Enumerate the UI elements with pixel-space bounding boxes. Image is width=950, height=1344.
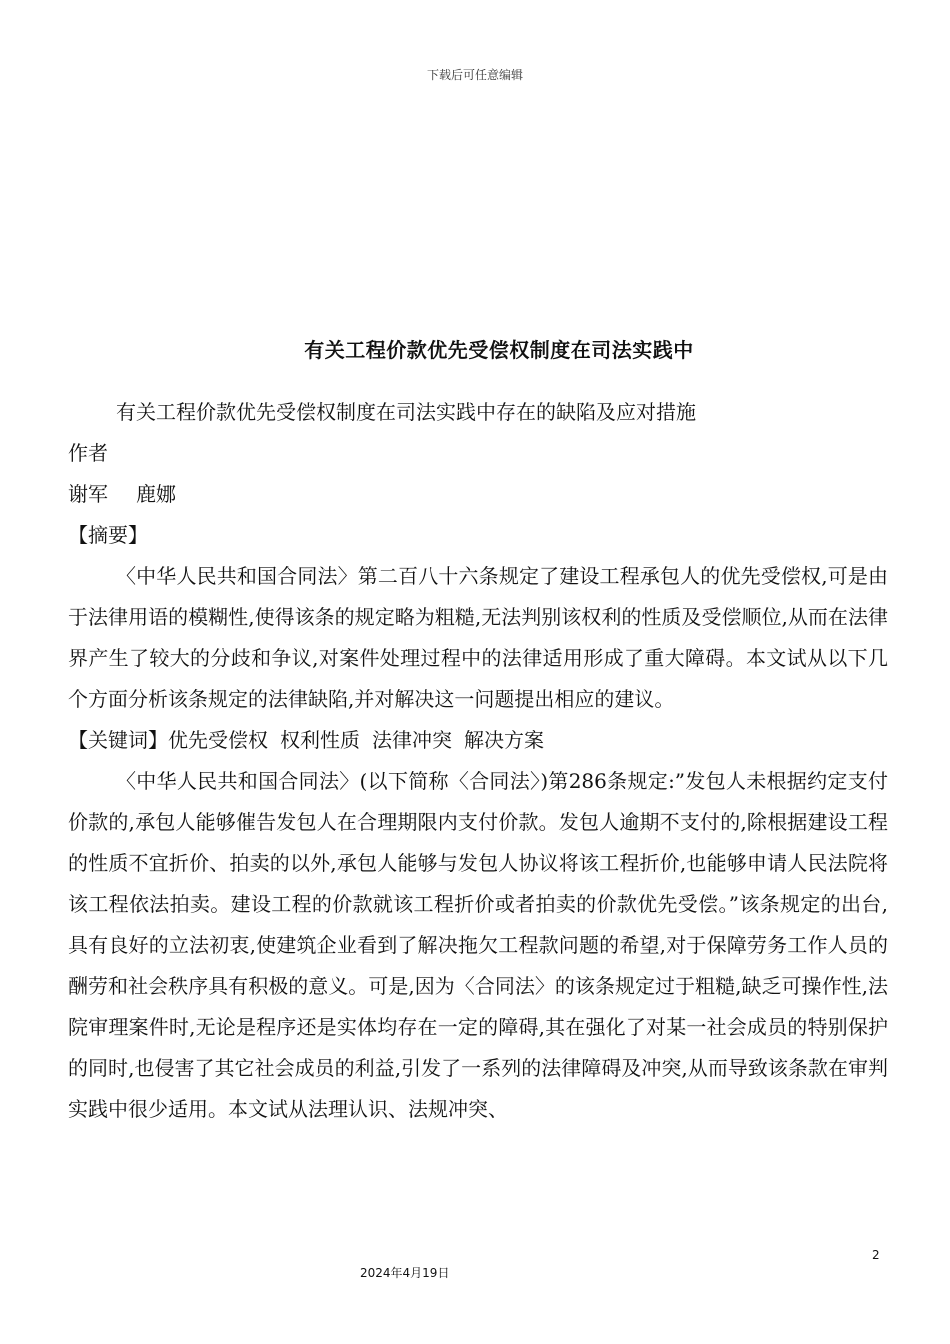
author-label: 作者	[68, 441, 108, 465]
author-names	[68, 474, 888, 515]
footer-date: 2024年4月19日	[360, 1266, 450, 1280]
author-name: 谢军	[68, 482, 108, 506]
keywords-label: 【关键词】	[68, 728, 168, 752]
keyword: 优先受偿权	[168, 728, 268, 752]
author-name: 鹿娜	[136, 482, 176, 506]
abstract-heading: 【摘要】	[68, 523, 148, 547]
document-title: 有关工程价款优先受偿权制度在司法实践中	[304, 338, 694, 362]
keyword: 解决方案	[464, 728, 544, 752]
document-body	[68, 392, 888, 1130]
page-header-note: 下载后可任意编辑	[426, 68, 523, 82]
keyword: 法律冲突	[372, 728, 452, 752]
keywords-line	[68, 720, 888, 761]
body-paragraph: 〈中华人民共和国合同法〉(以下简称〈合同法〉)第286条规定:”发包人未根据约定支付价款的,承包人能够催告发包人在合理期限内支付价款。发包人逾期不支付的,除根据建设工程的性质不宜折价、拍卖的以外,承包人能够与发包人协议将该工程折价,也能够申请人民法院将该工程依法拍卖。建设工程的价款就该工程折价或者拍卖的价款优先受偿。”该条规定的出台,具有良好的立法初衷,使建筑企业看到了解决拖欠工程款问题的希望,对于保障劳务工作人员的酬劳和社会秩序具有积极的意义。可是,因为〈合同法〉的该条规定过于粗糙,缺乏可操作性,法院审理案件时,无论是程序还是实体均存在一定的障碍,其在强化了对某一社会成员的特别保护的同时,也侵害了其它社会成员的利益,引发了一系列的法律障碍及冲突,从而导致该条款在审判实践中很少适用。本文试从法理认识、法规冲突、	[68, 769, 888, 1121]
document-subtitle: 有关工程价款优先受偿权制度在司法实践中存在的缺陷及应对措施	[116, 400, 696, 424]
keyword: 权利性质	[280, 728, 360, 752]
abstract-paragraph: 〈中华人民共和国合同法〉第二百八十六条规定了建设工程承包人的优先受偿权,可是由于法律用语的模糊性,使得该条的规定略为粗糙,无法判别该权利的性质及受偿顺位,从而在法律界产生了较大的分歧和争议,对案件处理过程中的法律适用形成了重大障碍。本文试从以下几个方面分析该条规定的法律缺陷,并对解决这一问题提出相应的建议。	[68, 564, 888, 711]
page-number: 2	[872, 1248, 880, 1262]
